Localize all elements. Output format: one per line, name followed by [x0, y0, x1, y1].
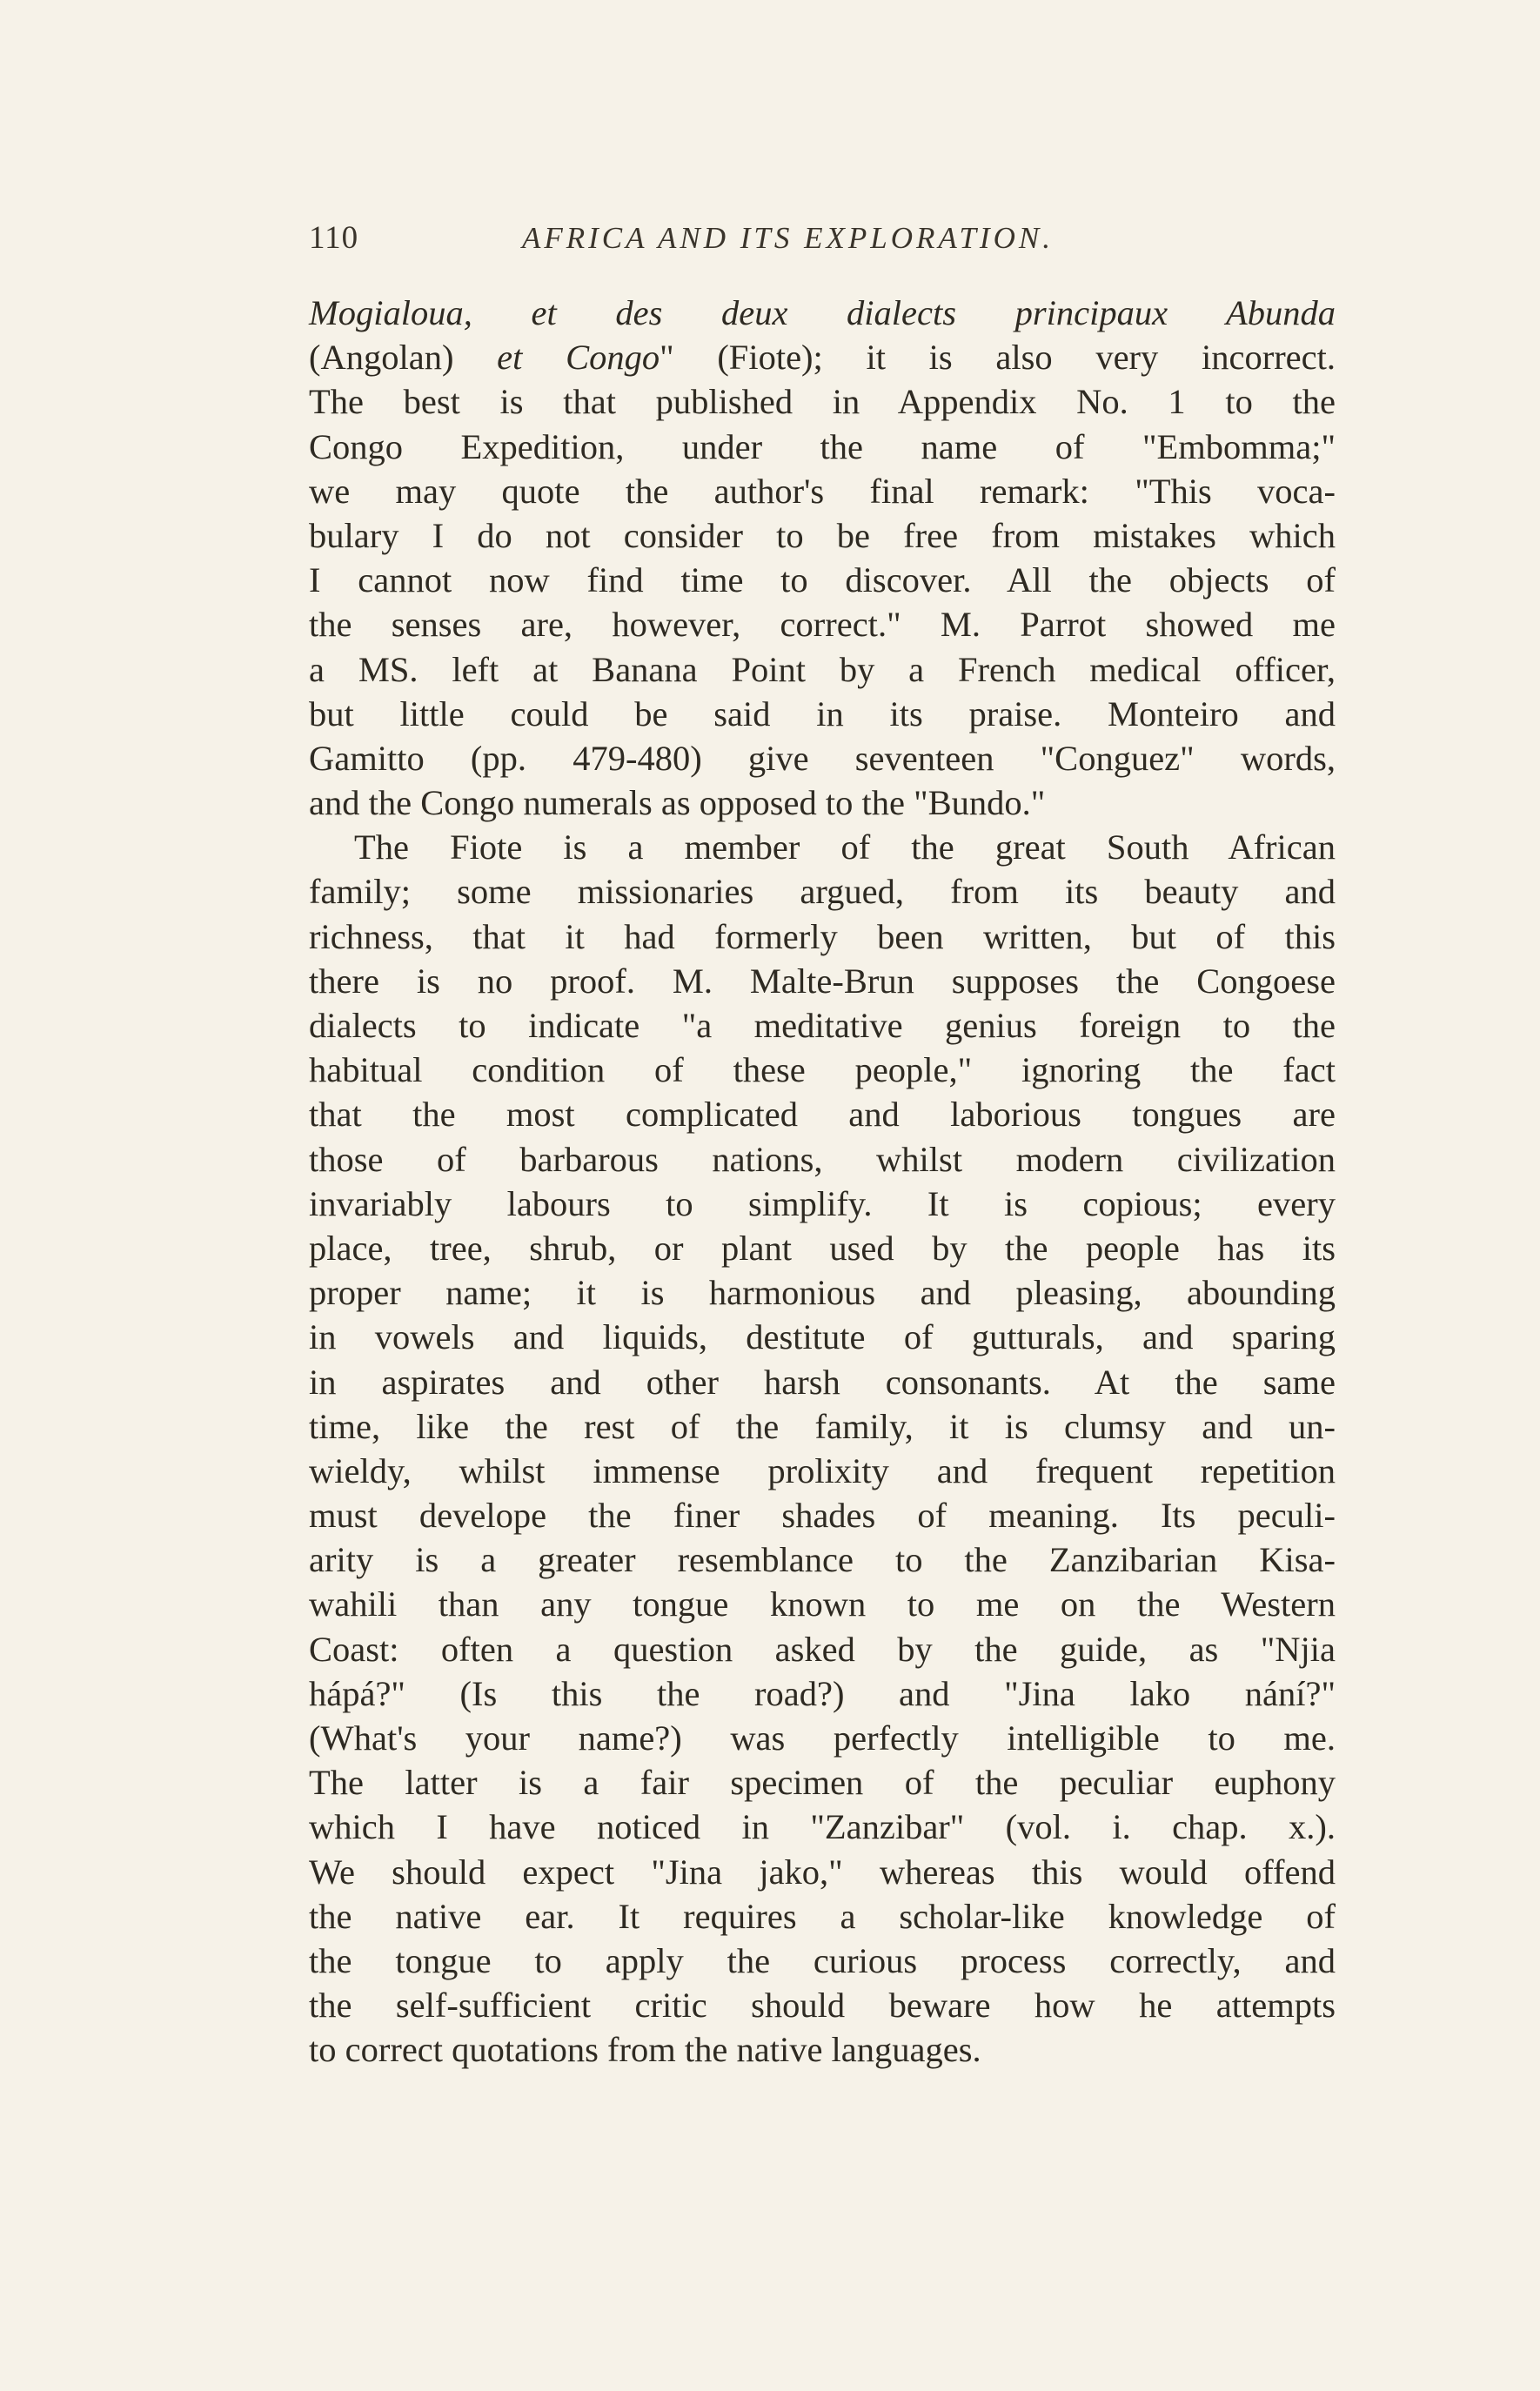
text-line: The best is that published in Appendix No. 1 to the: [309, 382, 1336, 422]
text-line: which I have noticed in "Zanzibar" (vol. i. chap. x.).: [309, 1807, 1336, 1847]
page-number: 110: [309, 220, 359, 256]
text-line: The latter is a fair specimen of the peculiar euphony: [309, 1763, 1336, 1803]
text-line: (What's your name?) was perfectly intelligible to me.: [309, 1718, 1336, 1758]
text-line: hápá?" (Is this the road?) and "Jina lako nání?": [309, 1673, 1336, 1713]
text-line: invariably labours to simplify. It is copious; every: [309, 1183, 1336, 1223]
text-line: Coast: often a question asked by the guide, as "Njia: [309, 1629, 1336, 1669]
text-line: (Angolan) et Congo" (Fiote); it is also very incorrect.: [309, 338, 1336, 378]
text-line: bulary I do not consider to be free from mistakes which: [309, 515, 1336, 555]
text-line: Congo Expedition, under the name of "Embomma;": [309, 426, 1336, 466]
text-line: those of barbarous nations, whilst modern civilization: [309, 1139, 1336, 1179]
text-line: but little could be said in its praise. Monteiro and: [309, 693, 1336, 733]
text-line: the tongue to apply the curious process correctly, and: [309, 1940, 1336, 1980]
body-text: [309, 291, 1336, 2073]
text-line: wieldy, whilst immense prolixity and frequent repetition: [309, 1450, 1336, 1490]
text-line: Gamitto (pp. 479-480) give seventeen "Conguez" words,: [309, 738, 1336, 778]
text-line: we may quote the author's final remark: "This voca-: [309, 471, 1336, 511]
text-line: there is no proof. M. Malte-Brun supposes the Congoese: [309, 961, 1336, 1001]
text-line: I cannot now find time to discover. All the objects of: [309, 560, 1336, 600]
running-title: AFRICA AND ITS EXPLORATION.: [522, 221, 1054, 255]
text-line: the native ear. It requires a scholar-like knowledge of: [309, 1896, 1336, 1936]
text-line: place, tree, shrub, or plant used by the people has its: [309, 1228, 1336, 1268]
text-line: to correct quotations from the native languages.: [309, 2030, 981, 2070]
text-line: and the Congo numerals as opposed to the "Bundo.": [309, 783, 1046, 823]
text-line: must develope the finer shades of meaning. Its peculi-: [309, 1496, 1336, 1536]
text-line: time, like the rest of the family, it is clumsy and un-: [309, 1406, 1336, 1446]
text-line: habitual condition of these people," ignoring the fact: [309, 1050, 1336, 1090]
text-line: a MS. left at Banana Point by a French medical officer,: [309, 649, 1336, 689]
text-line: in vowels and liquids, destitute of gutturals, and sparing: [309, 1317, 1336, 1357]
text-line: We should expect "Jina jako," whereas this would offend: [309, 1852, 1336, 1892]
text-line: dialects to indicate "a meditative genius foreign to the: [309, 1006, 1336, 1045]
text-line: arity is a greater resemblance to the Zanzibarian Kisa-: [309, 1540, 1336, 1580]
text-line: wahili than any tongue known to me on the Western: [309, 1584, 1336, 1624]
text-line: family; some missionaries argued, from its beauty and: [309, 872, 1336, 912]
text-line: in aspirates and other harsh consonants. At the same: [309, 1362, 1336, 1402]
text-line: proper name; it is harmonious and pleasing, abounding: [309, 1273, 1336, 1313]
text-line: the self-sufficient critic should beware how he attempts: [309, 1986, 1336, 2026]
text-line: The Fiote is a member of the great South African: [354, 827, 1336, 867]
text-line: richness, that it had formerly been written, but of this: [309, 916, 1336, 956]
text-line: the senses are, however, correct." M. Parrot showed me: [309, 605, 1336, 645]
text-line: Mogialoua, et des deux dialects principaux Abunda: [309, 293, 1336, 332]
text-line: that the most complicated and laborious tongues are: [309, 1095, 1336, 1135]
page-header: [309, 219, 1336, 271]
